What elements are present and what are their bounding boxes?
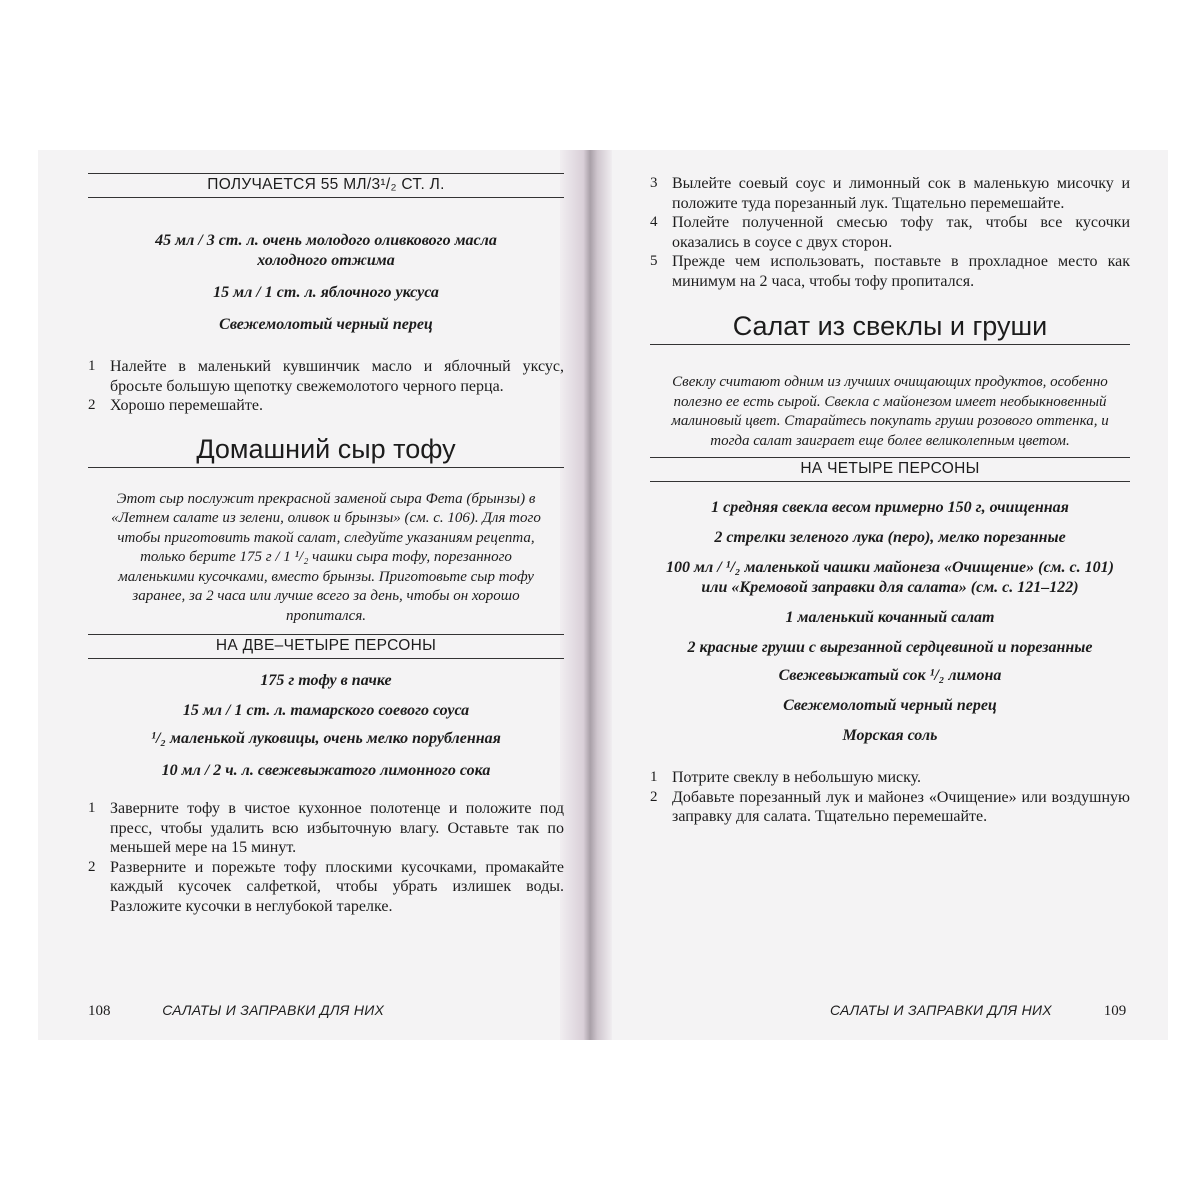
page-number: 109 [1103, 1003, 1127, 1019]
ingredient-line: 100 мл / ¹/₂ маленькой чашки майонеза «Очищение» (см. с. 101) или «Кремовой заправки для салата» (см. с. 121–122) [666, 559, 1114, 596]
step-item: 1 Потрите свеклу в небольшую миску. [650, 769, 922, 786]
running-head: САЛАТЫ И ЗАПРАВКИ ДЛЯ НИХ [162, 1002, 385, 1018]
ingredient-line: Свежевыжатый сок ¹/₂ лимона [778, 667, 1002, 684]
dressing-steps [88, 357, 564, 416]
ingredient-line: 2 красные груши с вырезанной сердцевиной и порезанные [687, 639, 1093, 656]
book-spine-shadow [560, 150, 612, 1040]
ingredient-line: Свежемолотый черный перец [219, 316, 433, 333]
ingredient-line: 1 средняя свекла весом примерно 150 г, очищенная [711, 499, 1069, 516]
ingredient-line: Свежемолотый черный перец [783, 697, 997, 714]
right-page [650, 174, 1130, 827]
step-item: 3 Вылейте соевый соус и лимонный сок в маленькую мисочку и положите туда порезанный лук. Тщательно перемешайте. [650, 175, 1130, 212]
yield-header: ПОЛУЧАЕТСЯ 55 МЛ/3¹/₂ СТ. Л. [88, 173, 564, 198]
step-item: 2 Разверните и порежьте тофу плоскими кусочками, промакайте каждый кусочек салфеткой, чтобы убрать излишек воды. Разложите кусочки в неглубокой тарелке. [88, 858, 564, 915]
step-item: 4 Полейте полученной смесью тофу так, чтобы все кусочки оказались в соусе с двух сторон. [650, 214, 1130, 251]
step-item: 2 Добавьте порезанный лук и майонез «Очищение» или воздушную заправку для салата. Тщательно перемешайте. [650, 788, 1130, 825]
step-item: 5 Прежде чем использовать, поставьте в прохладное место как минимум на 2 часа, чтобы тофу пропитался. [650, 253, 1130, 290]
ingredient-line: 45 мл / 3 ст. л. очень молодого оливкового масла холодного отжима [155, 232, 497, 269]
ingredient-line: 1 маленький кочанный салат [785, 609, 995, 626]
ingredient-line: 15 мл / 1 ст. л. яблочного уксуса [213, 284, 439, 301]
ingredient-line: 15 мл / 1 ст. л. тамарского соевого соуса [182, 702, 470, 719]
ingredient-line: 10 мл / 2 ч. л. свежевыжатого лимонного сока [161, 762, 491, 779]
recipe-title: Салат из свеклы и груши [650, 311, 1130, 345]
ingredient-line: 2 стрелки зеленого лука (перо), мелко порезанные [714, 529, 1066, 546]
step-item: 2 Хорошо перемешайте. [88, 397, 263, 414]
ingredient-line: Морская соль [842, 727, 938, 744]
recipe-title: Домашний сыр тофу [88, 434, 564, 468]
ingredient-line: 175 г тофу в пачке [260, 672, 392, 689]
tofu-steps-continued [650, 174, 1130, 291]
running-head: САЛАТЫ И ЗАПРАВКИ ДЛЯ НИХ [830, 1002, 1052, 1018]
right-footer [830, 1002, 1126, 1020]
page-number: 108 [88, 1003, 111, 1019]
step-item: 1 Налейте в маленький кувшинчик масло и яблочный уксус, бросьте большую щепотку свежемолотого черного перца. [88, 358, 564, 395]
salad-steps [650, 768, 1130, 827]
servings-header: НА ЧЕТЫРЕ ПЕРСОНЫ [650, 457, 1130, 482]
recipe-intro: Этот сыр послужит прекрасной заменой сыра Фета (брынзы) в «Летнем салате из зелени, оливок и брынзы» (см. с. 106). Для того чтобы приготовить такой салат, следуйте указаниям рецепта, только берите 175 г / 1 ¹/₂ чашки сыра тофу, порезанного маленькими кусочками, вместо брынзы. Приготовьте сыр тофу заранее, за 2 часа или лучше всего за день, чтобы он хорошо пропитался. [111, 490, 541, 624]
servings-header: НА ДВЕ–ЧЕТЫРЕ ПЕРСОНЫ [88, 634, 564, 659]
left-page [88, 160, 564, 916]
left-footer [88, 1002, 384, 1020]
recipe-intro: Свеклу считают одним из лучших очищающих продуктов, особенно полезно ее есть сырой. Свекла с майонезом имеет необыкновенный малиновый цвет. Старайтесь покупать груши розового оттенка, и тогда салат заиграет еще более великолепным цветом. [671, 374, 1109, 449]
tofu-steps [88, 799, 564, 916]
ingredient-line: ¹/₂ маленькой луковицы, очень мелко порубленная [151, 730, 501, 747]
step-item: 1 Заверните тофу в чистое кухонное полотенце и положите под пресс, чтобы удалить всю избыточную влагу. Оставьте так по меньшей мере на 15 минут. [88, 800, 564, 856]
